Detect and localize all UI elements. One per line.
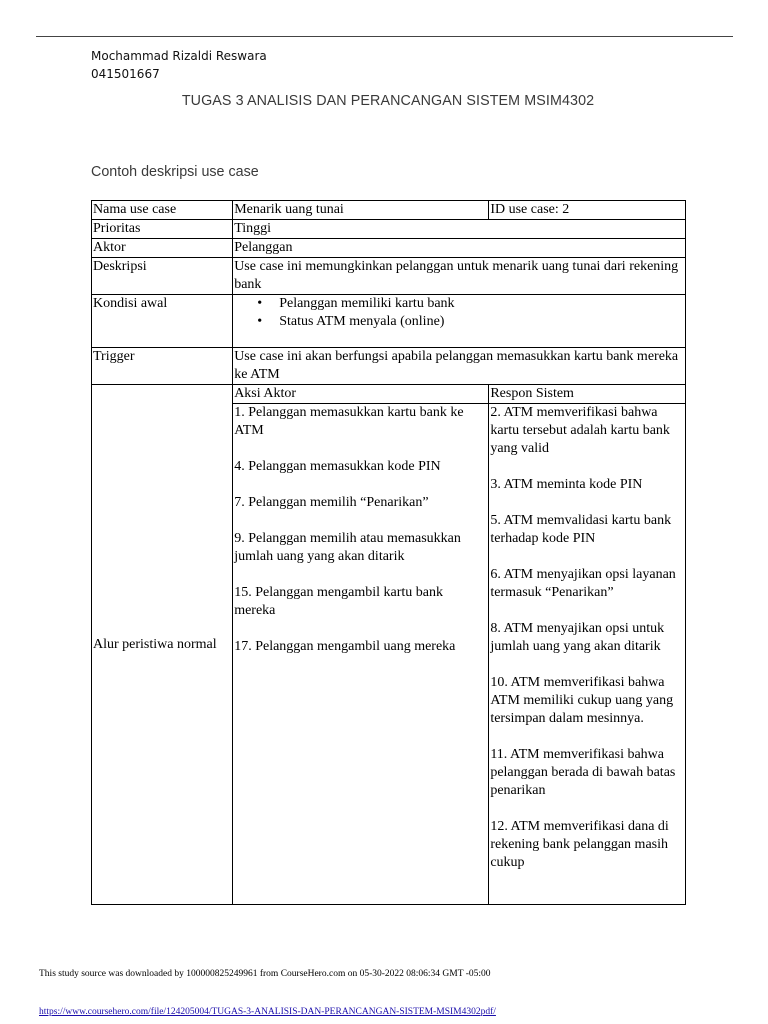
aksi-step: 9. Pelanggan memilih atau memasukkan jumlah uang yang akan ditarik: [234, 531, 461, 564]
list-item: • Pelanggan memiliki kartu bank: [279, 295, 684, 313]
download-notice: This study source was downloaded by 100000825249961 from CourseHero.com on 05-30-2022 08:06:34 GMT -05:00: [39, 969, 491, 979]
author-name: Mochammad Rizaldi Reswara: [91, 49, 267, 63]
trigger-label-cell: Trigger: [92, 348, 233, 385]
table-row: [92, 201, 686, 220]
respon-step: 5. ATM memvalidasi kartu bank terhadap kode PIN: [490, 513, 672, 546]
respon-step: 2. ATM memverifikasi bahwa kartu tersebut adalah kartu bank yang valid: [490, 405, 670, 456]
aksi-step: 7. Pelanggan memilih “Penarikan”: [234, 495, 429, 510]
deskripsi-value-cell: Use case ini memungkinkan pelanggan untuk menarik uang tunai dari rekening bank: [233, 258, 686, 295]
kondisi-label-cell: Kondisi awal: [92, 295, 233, 348]
list-item: • Status ATM menyala (online): [279, 313, 684, 331]
table-row: [92, 295, 686, 348]
prioritas-label-cell: Prioritas: [92, 220, 233, 239]
kondisi-value-cell: [233, 295, 686, 348]
table-row: [92, 220, 686, 239]
aksi-steps-cell: [233, 404, 489, 905]
respon-step: 8. ATM menyajikan opsi untuk jumlah uang yang akan ditarik: [490, 621, 665, 654]
aktor-value-cell: Pelanggan: [233, 239, 686, 258]
aksi-header-cell: Aksi Aktor: [233, 385, 489, 404]
respon-step: 3. ATM meminta kode PIN: [490, 477, 643, 492]
nama-label-cell: Nama use case: [92, 201, 233, 220]
aksi-step: 4. Pelanggan memasukkan kode PIN: [234, 459, 441, 474]
respon-header-cell: Respon Sistem: [489, 385, 686, 404]
prioritas-value-cell: Tinggi: [233, 220, 686, 239]
respon-steps-cell: [489, 404, 686, 905]
alur-label-cell: Alur peristiwa normal: [92, 385, 233, 905]
table-row: [92, 239, 686, 258]
table-row: [92, 258, 686, 295]
id-cell: ID use case: 2: [489, 201, 686, 220]
document-title: TUGAS 3 ANALISIS DAN PERANCANGAN SISTEM MSIM4302: [181, 93, 595, 109]
header-rule: [36, 36, 733, 37]
respon-step: 11. ATM memverifikasi bahwa pelanggan berada di bawah batas penarikan: [490, 747, 676, 798]
section-heading: Contoh deskripsi use case: [91, 164, 259, 180]
table-row: [92, 385, 686, 404]
deskripsi-label-cell: Deskripsi: [92, 258, 233, 295]
aksi-step: 15. Pelanggan mengambil kartu bank mereka: [234, 585, 443, 618]
aksi-step: 1. Pelanggan memasukkan kartu bank ke ATM: [234, 405, 464, 438]
respon-step: 12. ATM memverifikasi dana di rekening bank pelanggan masih cukup: [490, 819, 669, 870]
table-row: [92, 348, 686, 385]
aktor-label-cell: Aktor: [92, 239, 233, 258]
respon-step: 6. ATM menyajikan opsi layanan termasuk “Penarikan”: [490, 567, 676, 600]
author-id: 041501667: [91, 67, 160, 81]
aksi-step: 17. Pelanggan mengambil uang mereka: [234, 639, 456, 654]
trigger-value-cell: Use case ini akan berfungsi apabila pelanggan memasukkan kartu bank mereka ke ATM: [233, 348, 686, 385]
kondisi-list: [234, 295, 684, 331]
nama-value-cell: Menarik uang tunai: [233, 201, 489, 220]
respon-step: 10. ATM memverifikasi bahwa ATM memiliki cukup uang yang tersimpan dalam mesinnya.: [490, 675, 674, 726]
source-link[interactable]: https://www.coursehero.com/file/124205004/TUGAS-3-ANALISIS-DAN-PERANCANGAN-SISTEM-MSIM4302pdf/: [39, 1007, 496, 1017]
use-case-table: [91, 200, 686, 905]
author-block: [91, 47, 267, 83]
